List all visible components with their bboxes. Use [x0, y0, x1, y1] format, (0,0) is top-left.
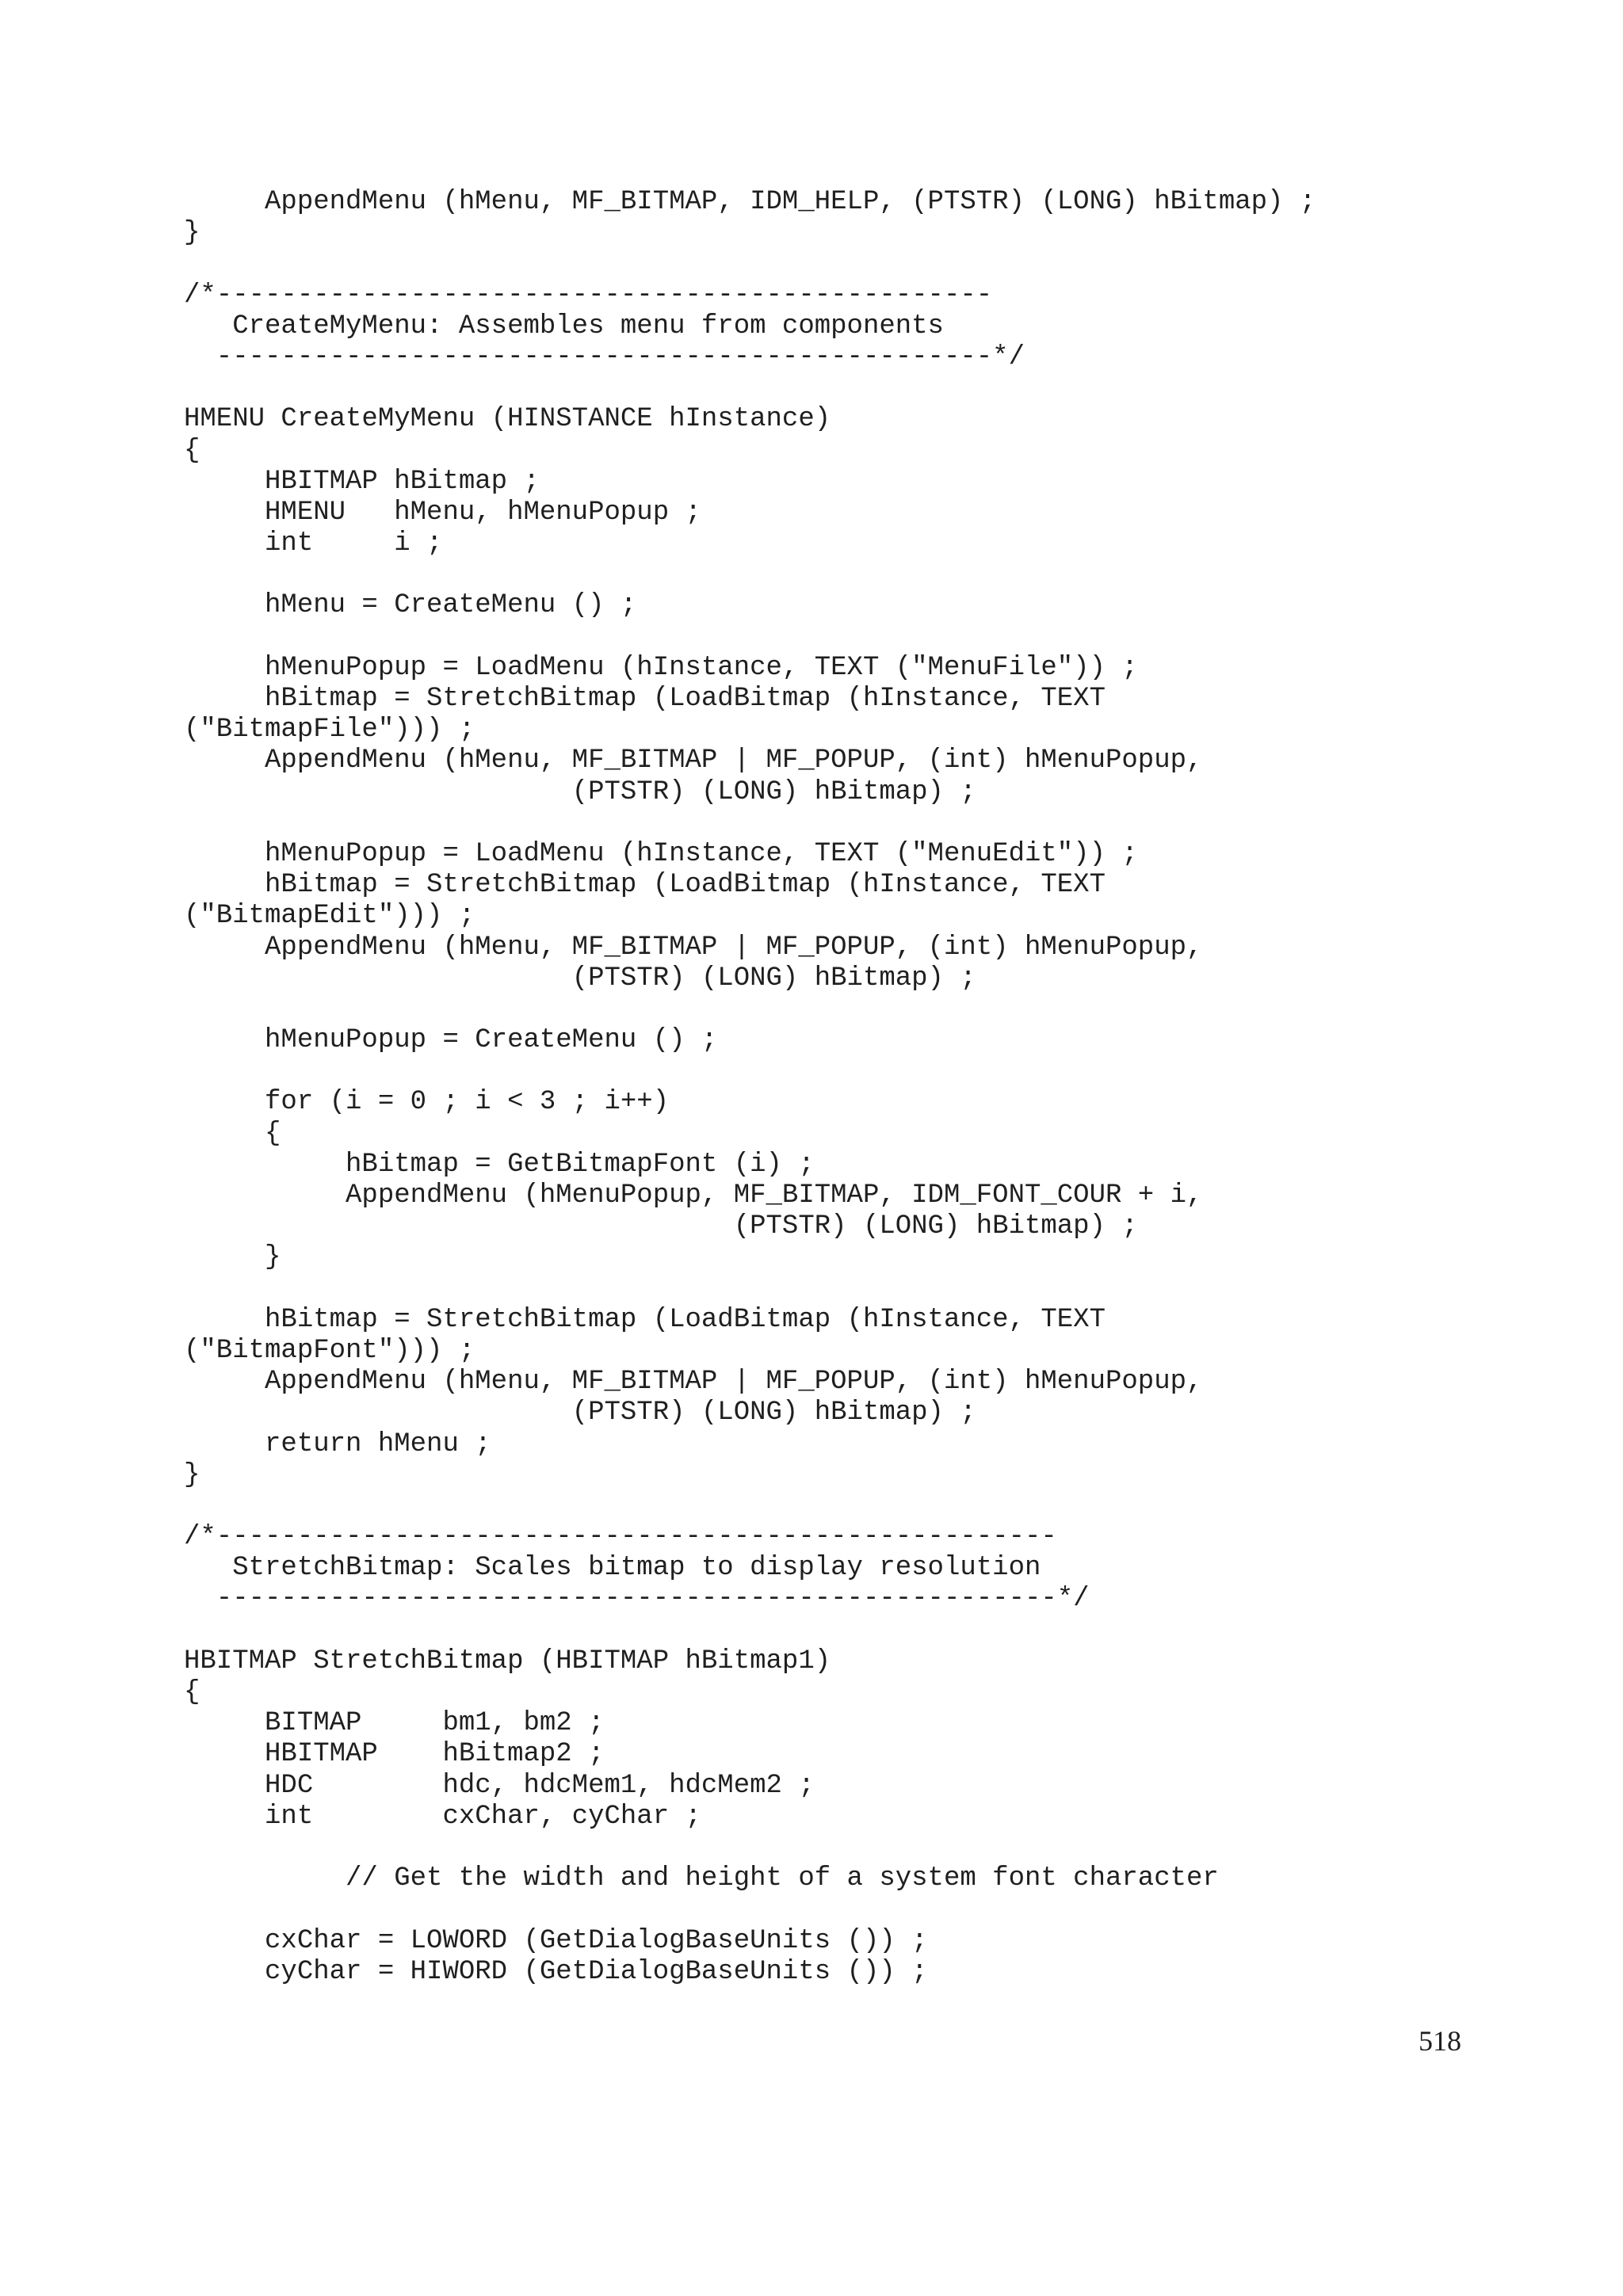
code-line: HDC hdc, hdcMem1, hdcMem2 ; — [184, 1770, 815, 1801]
code-line: hMenuPopup = CreateMenu () ; — [184, 1025, 718, 1056]
code-line: HBITMAP StretchBitmap (HBITMAP hBitmap1) — [184, 1646, 831, 1676]
code-line — [184, 1491, 1316, 1522]
code-line — [184, 1894, 1316, 1925]
code-line: { — [184, 1677, 200, 1707]
code-line: cxChar = LOWORD (GetDialogBaseUnits ()) ; — [184, 1925, 928, 1956]
code-line: for (i = 0 ; i < 3 ; i++) — [184, 1087, 670, 1118]
code-line: (PTSTR) (LONG) hBitmap) ; — [184, 963, 976, 994]
code-line: } — [184, 218, 200, 249]
code-line — [184, 622, 1316, 653]
code-line: ("BitmapFile"))) ; — [184, 715, 475, 746]
code-line: hBitmap = StretchBitmap (LoadBitmap (hInstance, TEXT — [184, 870, 1106, 901]
code-line: } — [184, 1242, 281, 1273]
code-line: HBITMAP hBitmap2 ; — [184, 1739, 605, 1770]
code-line: ("BitmapFont"))) ; — [184, 1335, 475, 1366]
code-line: AppendMenu (hMenu, MF_BITMAP | MF_POPUP, (int) hMenuPopup, — [184, 746, 1203, 776]
code-line: AppendMenu (hMenu, MF_BITMAP, IDM_HELP, (PTSTR) (LONG) hBitmap) ; — [184, 187, 1316, 217]
code-line: int i ; — [184, 528, 443, 559]
code-line: hBitmap = StretchBitmap (LoadBitmap (hInstance, TEXT — [184, 1304, 1106, 1335]
code-line: (PTSTR) (LONG) hBitmap) ; — [184, 1398, 976, 1428]
page-number: 518 — [1419, 2025, 1461, 2057]
code-line — [184, 559, 1316, 590]
code-line — [184, 1056, 1316, 1087]
code-line: { — [184, 435, 200, 466]
code-line: HMENU hMenu, hMenuPopup ; — [184, 497, 701, 528]
code-line — [184, 249, 1316, 280]
code-line: AppendMenu (hMenuPopup, MF_BITMAP, IDM_FONT_COUR + i, — [184, 1180, 1203, 1211]
code-line: CreateMyMenu: Assembles menu from components — [184, 311, 944, 341]
code-line: /*------------------------------------------------ — [184, 280, 993, 311]
code-line: hMenuPopup = LoadMenu (hInstance, TEXT ("MenuEdit")) ; — [184, 838, 1138, 869]
code-line: return hMenu ; — [184, 1428, 491, 1459]
code-line: (PTSTR) (LONG) hBitmap) ; — [184, 1211, 1138, 1242]
code-line: // Get the width and height of a system font character — [184, 1863, 1219, 1894]
code-line: (PTSTR) (LONG) hBitmap) ; — [184, 776, 976, 807]
code-line: hBitmap = StretchBitmap (LoadBitmap (hInstance, TEXT — [184, 684, 1106, 714]
code-line: { — [184, 1118, 281, 1149]
code-line: ------------------------------------------------*/ — [184, 341, 1025, 372]
code-line — [184, 808, 1316, 839]
code-line — [184, 1274, 1316, 1305]
code-line: AppendMenu (hMenu, MF_BITMAP | MF_POPUP, (int) hMenuPopup, — [184, 1367, 1203, 1398]
code-line — [184, 1833, 1316, 1863]
code-line — [184, 994, 1316, 1025]
code-line: hMenuPopup = LoadMenu (hInstance, TEXT ("MenuFile")) ; — [184, 652, 1138, 683]
code-line: BITMAP bm1, bm2 ; — [184, 1708, 605, 1739]
code-line: StretchBitmap: Scales bitmap to display resolution — [184, 1553, 1041, 1584]
code-line: cyChar = HIWORD (GetDialogBaseUnits ()) ; — [184, 1956, 928, 1987]
code-line: ("BitmapEdit"))) ; — [184, 901, 475, 932]
code-line — [184, 373, 1316, 404]
code-line: /*---------------------------------------------------- — [184, 1522, 1057, 1553]
code-listing — [184, 187, 1316, 1988]
code-line: int cxChar, cyChar ; — [184, 1801, 701, 1832]
code-line: hMenu = CreateMenu () ; — [184, 590, 637, 621]
code-line — [184, 1615, 1316, 1646]
code-line: hBitmap = GetBitmapFont (i) ; — [184, 1149, 815, 1180]
code-line: } — [184, 1459, 200, 1490]
code-line: HBITMAP hBitmap ; — [184, 466, 540, 497]
code-line: HMENU CreateMyMenu (HINSTANCE hInstance) — [184, 404, 831, 435]
code-line: ----------------------------------------------------*/ — [184, 1584, 1090, 1615]
code-line: AppendMenu (hMenu, MF_BITMAP | MF_POPUP, (int) hMenuPopup, — [184, 932, 1203, 963]
